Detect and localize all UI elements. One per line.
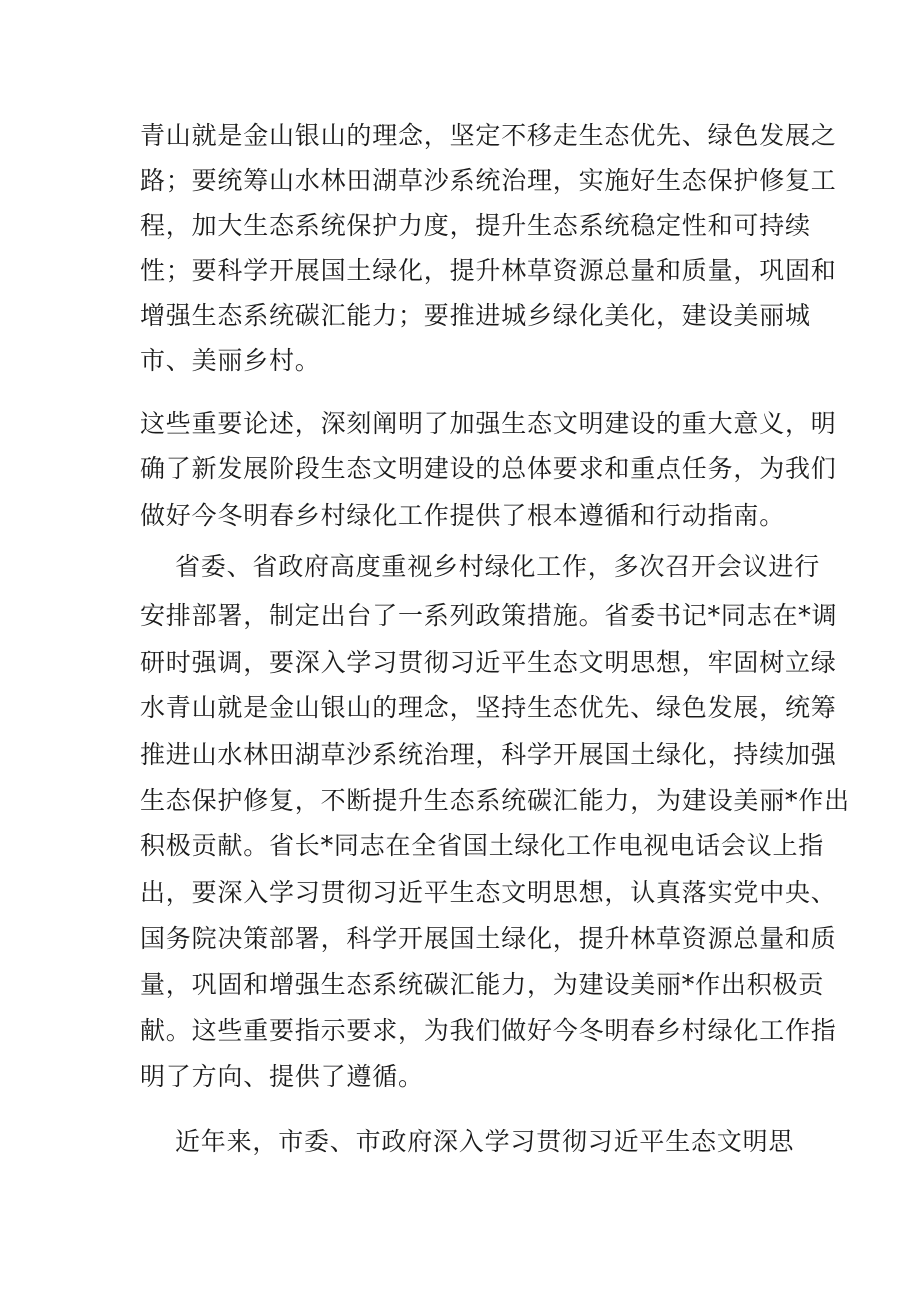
text-line: 做好今冬明春乡村绿化工作提供了根本遵循和行动指南。 — [140, 501, 786, 530]
text-line: 出，要深入学习贯彻习近平生态文明思想，认真落实党中央、 — [140, 878, 837, 907]
text-line: 推进山水林田湖草沙系统治理，科学开展国土绿化，持续加强 — [140, 740, 837, 769]
text-line: 水青山就是金山银山的理念，坚持生态优先、绿色发展，统筹 — [140, 693, 837, 722]
text-line: 程，加大生态系统保护力度，提升生态系统稳定性和可持续 — [140, 211, 811, 240]
text-line: 献。这些重要指示要求，为我们做好今冬明春乡村绿化工作指 — [140, 1016, 837, 1045]
text-line: 研时强调，要深入学习贯彻习近平生态文明思想，牢固树立绿 — [140, 648, 837, 677]
text-line: 省委、省政府高度重视乡村绿化工作，多次召开会议进行 — [175, 552, 821, 581]
text-line: 生态保护修复，不断提升生态系统碳汇能力，为建设美丽*作出 — [140, 786, 850, 815]
text-line: 确了新发展阶段生态文明建设的总体要求和重点任务，为我们 — [140, 454, 837, 483]
text-line: 性；要科学开展国土绿化，提升林草资源总量和质量，巩固和 — [140, 256, 837, 285]
text-line: 青山就是金山银山的理念，坚定不移走生态优先、绿色发展之 — [140, 121, 837, 150]
text-line: 明了方向、提供了遵循。 — [140, 1062, 424, 1091]
text-line: 安排部署，制定出台了一系列政策措施。省委书记*同志在*调 — [140, 601, 838, 630]
text-line: 路；要统筹山水林田湖草沙系统治理，实施好生态保护修复工 — [140, 166, 837, 195]
text-line: 近年来，市委、市政府深入学习贯彻习近平生态文明思 — [175, 1127, 795, 1156]
text-line: 这些重要论述，深刻阐明了加强生态文明建设的重大意义，明 — [140, 409, 837, 438]
text-line: 积极贡献。省长*同志在全省国土绿化工作电视电话会议上指 — [140, 831, 825, 860]
text-line: 增强生态系统碳汇能力；要推进城乡绿化美化，建设美丽城 — [140, 301, 811, 330]
text-line: 国务院决策部署，科学开展国土绿化，提升林草资源总量和质 — [140, 924, 837, 953]
text-line: 量，巩固和增强生态系统碳汇能力，为建设美丽*作出积极贡 — [140, 970, 825, 999]
text-line: 市、美丽乡村。 — [140, 346, 321, 375]
